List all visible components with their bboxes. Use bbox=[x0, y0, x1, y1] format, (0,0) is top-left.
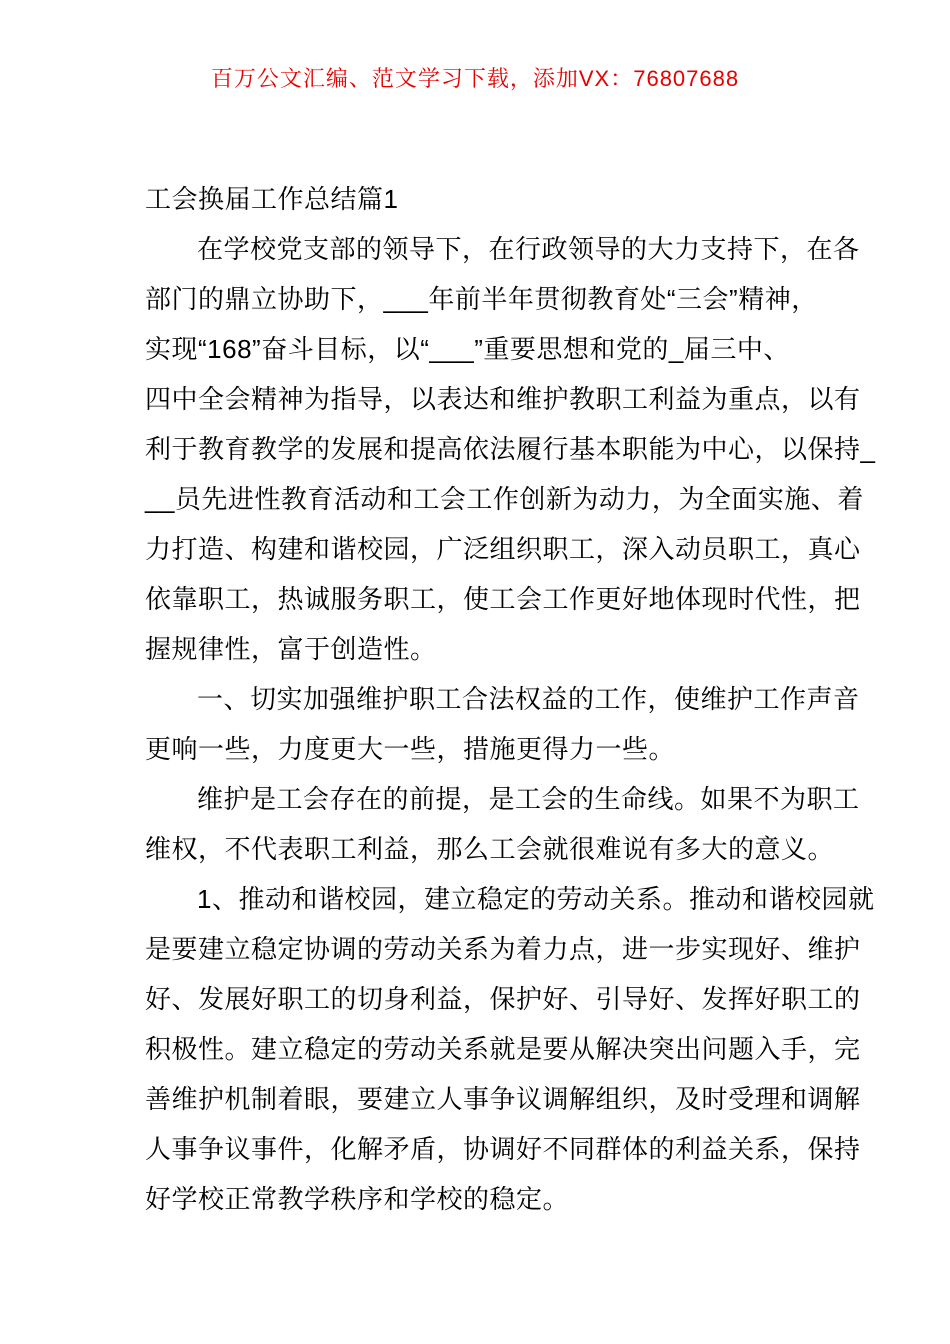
document-line: 四中全会精神为指导，以表达和维护教职工利益为重点，以有 bbox=[145, 384, 861, 414]
document-line: 一、切实加强维护职工合法权益的工作，使维护工作声音 bbox=[197, 684, 860, 714]
document-line: 是要建立稳定协调的劳动关系为着力点，进一步实现好、维护 bbox=[145, 934, 861, 964]
document-line: 实现“168”奋斗目标，以“___”重要思想和党的_届三中、 bbox=[145, 334, 790, 364]
document-line: 部门的鼎立协助下，___年前半年贯彻教育处“三会”精神， bbox=[145, 284, 818, 314]
document-line: 善维护机制着眼，要建立人事争议调解组织，及时受理和调解 bbox=[145, 1084, 861, 1114]
document-line: 好、发展好职工的切身利益，保护好、引导好、发挥好职工的 bbox=[145, 984, 861, 1014]
document-line: 人事争议事件，化解矛盾，协调好不同群体的利益关系，保持 bbox=[145, 1134, 861, 1164]
promo-banner-text: 百万公文汇编、范文学习下载，添加VX：76807688 bbox=[210, 66, 740, 91]
document-line: 维权，不代表职工利益，那么工会就很难说有多大的意义。 bbox=[145, 834, 835, 864]
document-line: 依靠职工，热诚服务职工，使工会工作更好地体现时代性，把 bbox=[145, 584, 861, 614]
document-line: 握规律性，富于创造性。 bbox=[145, 634, 437, 664]
document-title: 工会换届工作总结篇1 bbox=[145, 184, 399, 214]
document-line: 好学校正常教学秩序和学校的稳定。 bbox=[145, 1184, 570, 1214]
document-line: 积极性。建立稳定的劳动关系就是要从解决突出问题入手，完 bbox=[145, 1034, 861, 1064]
document-body bbox=[145, 174, 876, 1224]
document-line: 在学校党支部的领导下，在行政领导的大力支持下，在各 bbox=[197, 234, 860, 264]
document-line: 1、推动和谐校园，建立稳定的劳动关系。推动和谐校园就 bbox=[197, 884, 875, 914]
document-line: 更响一些，力度更大一些，措施更得力一些。 bbox=[145, 734, 676, 764]
document-line: 维护是工会存在的前提，是工会的生命线。如果不为职工 bbox=[197, 784, 860, 814]
document-line: __员先进性教育活动和工会工作创新为动力，为全面实施、着 bbox=[145, 484, 864, 514]
document-line: 力打造、构建和谐校园，广泛组织职工，深入动员职工，真心 bbox=[145, 534, 861, 564]
document-line: 利于教育教学的发展和提高依法履行基本职能为中心，以保持_ bbox=[145, 434, 876, 464]
